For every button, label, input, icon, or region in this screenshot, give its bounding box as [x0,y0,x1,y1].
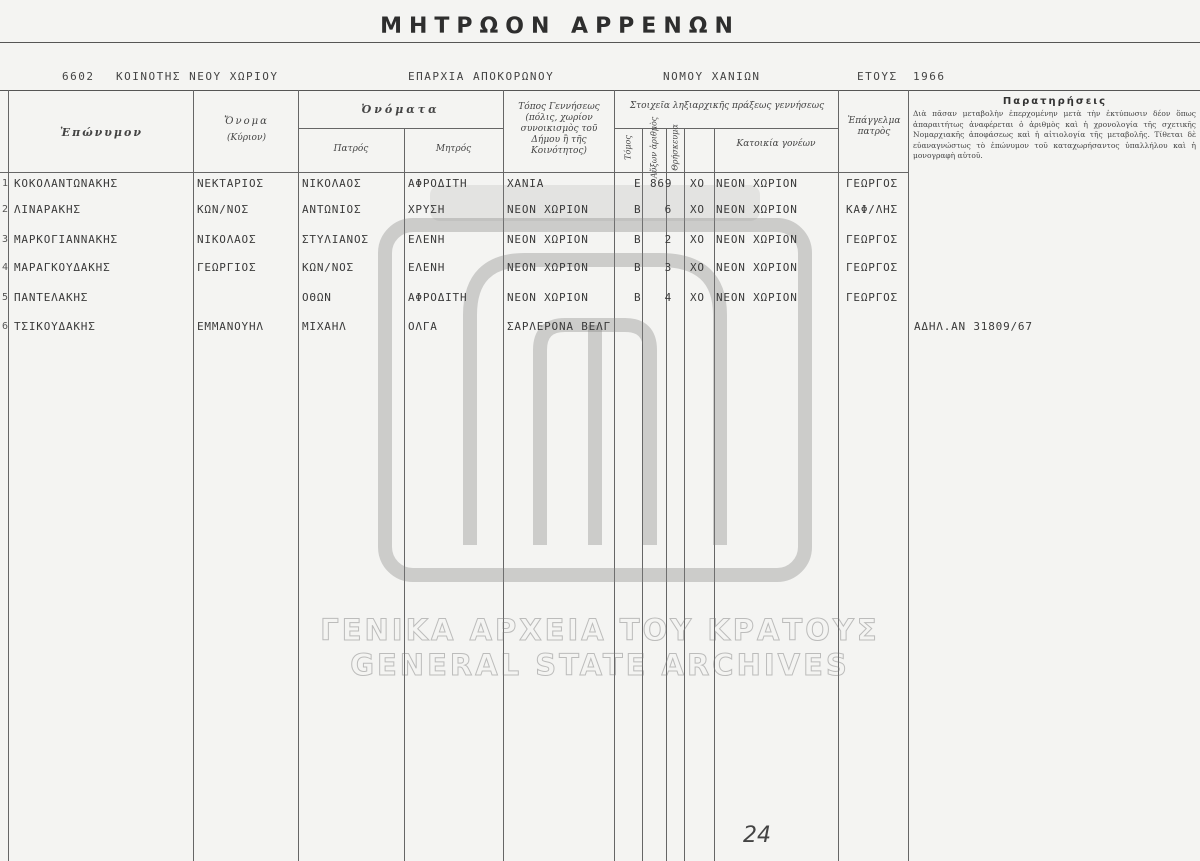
cell-religion: ΧΟ [690,203,705,216]
cell-profession: ΓΕΩΡΓΟΣ [846,261,898,274]
cell-religion: ΧΟ [690,233,705,246]
cell-mother: ΑΦΡΟΔΙΤΗ [408,177,468,190]
archive-logo-watermark [360,165,830,605]
column-divider [298,90,299,861]
cell-name: ΕΜΜΑΝΟΥΗΛ [197,320,264,333]
col-father: Πατρός [333,144,369,154]
cell-father: ΟΘΩΝ [302,291,332,304]
cell-residence: ΝΕΟΝ ΧΩΡΙΟΝ [716,177,798,190]
cell-profession: ΓΕΩΡΓΟΣ [846,291,898,304]
cell-remarks: ΑΔΗΛ.ΑΝ 31809/67 [914,320,1033,333]
province-label: ΕΠΑΡΧΙΑ ΑΠΟΚΟΡΩΝΟΥ [408,70,555,83]
community-label: ΚΟΙΝΟΤΗΣ ΝΕΟΥ ΧΩΡΙΟΥ [116,70,279,83]
cell-profession: ΓΕΩΡΓΟΣ [846,177,898,190]
cell-religion: ΧΟ [690,261,705,274]
cell-birthplace: ΝΕΟΝ ΧΩΡΙΟΝ [507,291,589,304]
column-divider [908,90,909,861]
col-volume: Τόμος [623,135,633,160]
col-birthplace: Τόπος Γεννήσεως (πόλις, χωρίον συνοικισμὸς τοῦ Δήμου ἢ τῆς Κοινότητος) [518,102,600,156]
col-name: Ὄνομα [224,116,269,127]
row-number: 5 [2,292,9,303]
cell-father: ΜΙΧΑΗΛ [302,320,347,333]
register-code: 6602 [62,70,95,83]
column-divider [8,90,9,861]
document-title: ΜΗΤΡΩΟΝ ΑΡΡΕΝΩΝ [380,14,740,39]
prefecture-label: ΝΟΜΟΥ ΧΑΝΙΩΝ [663,70,761,83]
cell-mother: ΕΛΕΝΗ [408,233,446,246]
cell-surname: ΜΑΡΑΓΚΟΥΔΑΚΗΣ [14,261,111,274]
cell-act: 4 [664,291,672,304]
cell-religion: ΧΟ [690,291,705,304]
row-number: 4 [2,262,9,273]
cell-surname: ΛΙΝΑΡΑΚΗΣ [14,203,81,216]
cell-name: ΓΕΩΡΓΙΟΣ [197,261,257,274]
row-number: 3 [2,234,9,245]
column-divider [193,90,194,861]
cell-residence: ΝΕΟΝ ΧΩΡΙΟΝ [716,261,798,274]
col-act-number: Αὔξων ἀριθμὸς [649,116,659,179]
subheader-rule [614,128,838,129]
col-name-sub: (Κύριον) [227,133,266,143]
header-rule [0,90,1200,91]
col-remarks: Παρατηρήσεις [1002,96,1108,107]
year-label: ΕΤΟΥΣ [857,70,898,83]
col-residence: Κατοικία γονέων [736,139,816,149]
cell-act: 2 [664,233,672,246]
year-value: 1966 [913,70,946,83]
col-surname: Ἐπώνυμον [60,126,143,139]
cell-act: 869 [650,177,673,190]
cell-name: ΝΙΚΟΛΑΟΣ [197,233,257,246]
col-names-group: Ὀνόματα [361,103,440,116]
col-registry-group: Στοιχεῖα ληξιαρχικῆς πράξεως γεννήσεως [629,101,825,111]
cell-birthplace: ΝΕΟΝ ΧΩΡΙΟΝ [507,261,589,274]
subheader-rule [298,128,503,129]
top-rule [0,42,1200,43]
cell-father: ΝΙΚΟΛΑΟΣ [302,177,362,190]
cell-act: 3 [664,261,672,274]
cell-profession: ΓΕΩΡΓΟΣ [846,233,898,246]
cell-name: ΝΕΚΤΑΡΙΟΣ [197,177,264,190]
row-number: 1 [2,178,9,189]
page-number: 24 [743,823,771,848]
watermark-greek: ΓΕΝΙΚΑ ΑΡΧΕΙΑ ΤΟΥ ΚΡΑΤΟΥΣ [320,613,880,647]
col-profession: Ἐπάγγελμα πατρὸς [847,116,901,137]
cell-volume: Β [634,291,642,304]
cell-father: ΣΤΥΛΙΑΝΟΣ [302,233,369,246]
cell-residence: ΝΕΟΝ ΧΩΡΙΟΝ [716,233,798,246]
cell-father: ΚΩΝ/ΝΟΣ [302,261,354,274]
cell-father: ΑΝΤΩΝΙΟΣ [302,203,362,216]
col-religion: Θρήσκευμα [670,124,680,171]
cell-mother: ΧΡΥΣΗ [408,203,446,216]
cell-residence: ΝΕΟΝ ΧΩΡΙΟΝ [716,291,798,304]
column-divider [838,90,839,861]
cell-surname: ΚΟΚΟΛΑΝΤΩΝΑΚΗΣ [14,177,118,190]
cell-birthplace: ΧΑΝΙΑ [507,177,545,190]
cell-surname: ΜΑΡΚΟΓΙΑΝΝΑΚΗΣ [14,233,118,246]
cell-volume: Β [634,233,642,246]
cell-surname: ΤΣΙΚΟΥΔΑΚΗΣ [14,320,96,333]
cell-mother: ΕΛΕΝΗ [408,261,446,274]
cell-profession: ΚΑΦ/ΛΗΣ [846,203,898,216]
cell-religion: ΧΟ [690,177,705,190]
col-mother: Μητρός [435,144,472,154]
cell-act: 6 [664,203,672,216]
cell-volume: Β [634,261,642,274]
row-number: 2 [2,204,9,215]
cell-volume: Ε [634,177,642,190]
cell-birthplace: ΝΕΟΝ ΧΩΡΙΟΝ [507,233,589,246]
cell-volume: Β [634,203,642,216]
cell-residence: ΝΕΟΝ ΧΩΡΙΟΝ [716,203,798,216]
cell-name: ΚΩΝ/ΝΟΣ [197,203,249,216]
cell-surname: ΠΑΝΤΕΛΑΚΗΣ [14,291,89,304]
remarks-instructions: Διὰ πᾶσαν μεταβολὴν ἐπερχομένην μετὰ τὴν ἐκτύπωσιν δέον ὅπως ἀπαραιτήτως ἀναφέρεται ὁ ἀριθμὸς καὶ ἡ χρονολογία τῆς σχετικῆς Νομαρχιακῆς ἀποφάσεως καὶ ἡ αἰτιολογία τῆς μεταβολῆς. Τίθεται δὲ εὐαναγνώστως τὸ ἐπώνυμον τοῦ καταχωρήσαντος ὑπαλλήλου καὶ ἡ μονογραφὴ αὐτοῦ. [913,109,1196,160]
cell-birthplace: ΣΑΡΛΕΡΟΝΑ ΒΕΛΓ [507,320,611,333]
watermark-english: GENERAL STATE ARCHIVES [350,648,850,682]
cell-birthplace: ΝΕΟΝ ΧΩΡΙΟΝ [507,203,589,216]
row-number: 6 [2,321,9,332]
cell-mother: ΟΛΓΑ [408,320,438,333]
cell-mother: ΑΦΡΟΔΙΤΗ [408,291,468,304]
